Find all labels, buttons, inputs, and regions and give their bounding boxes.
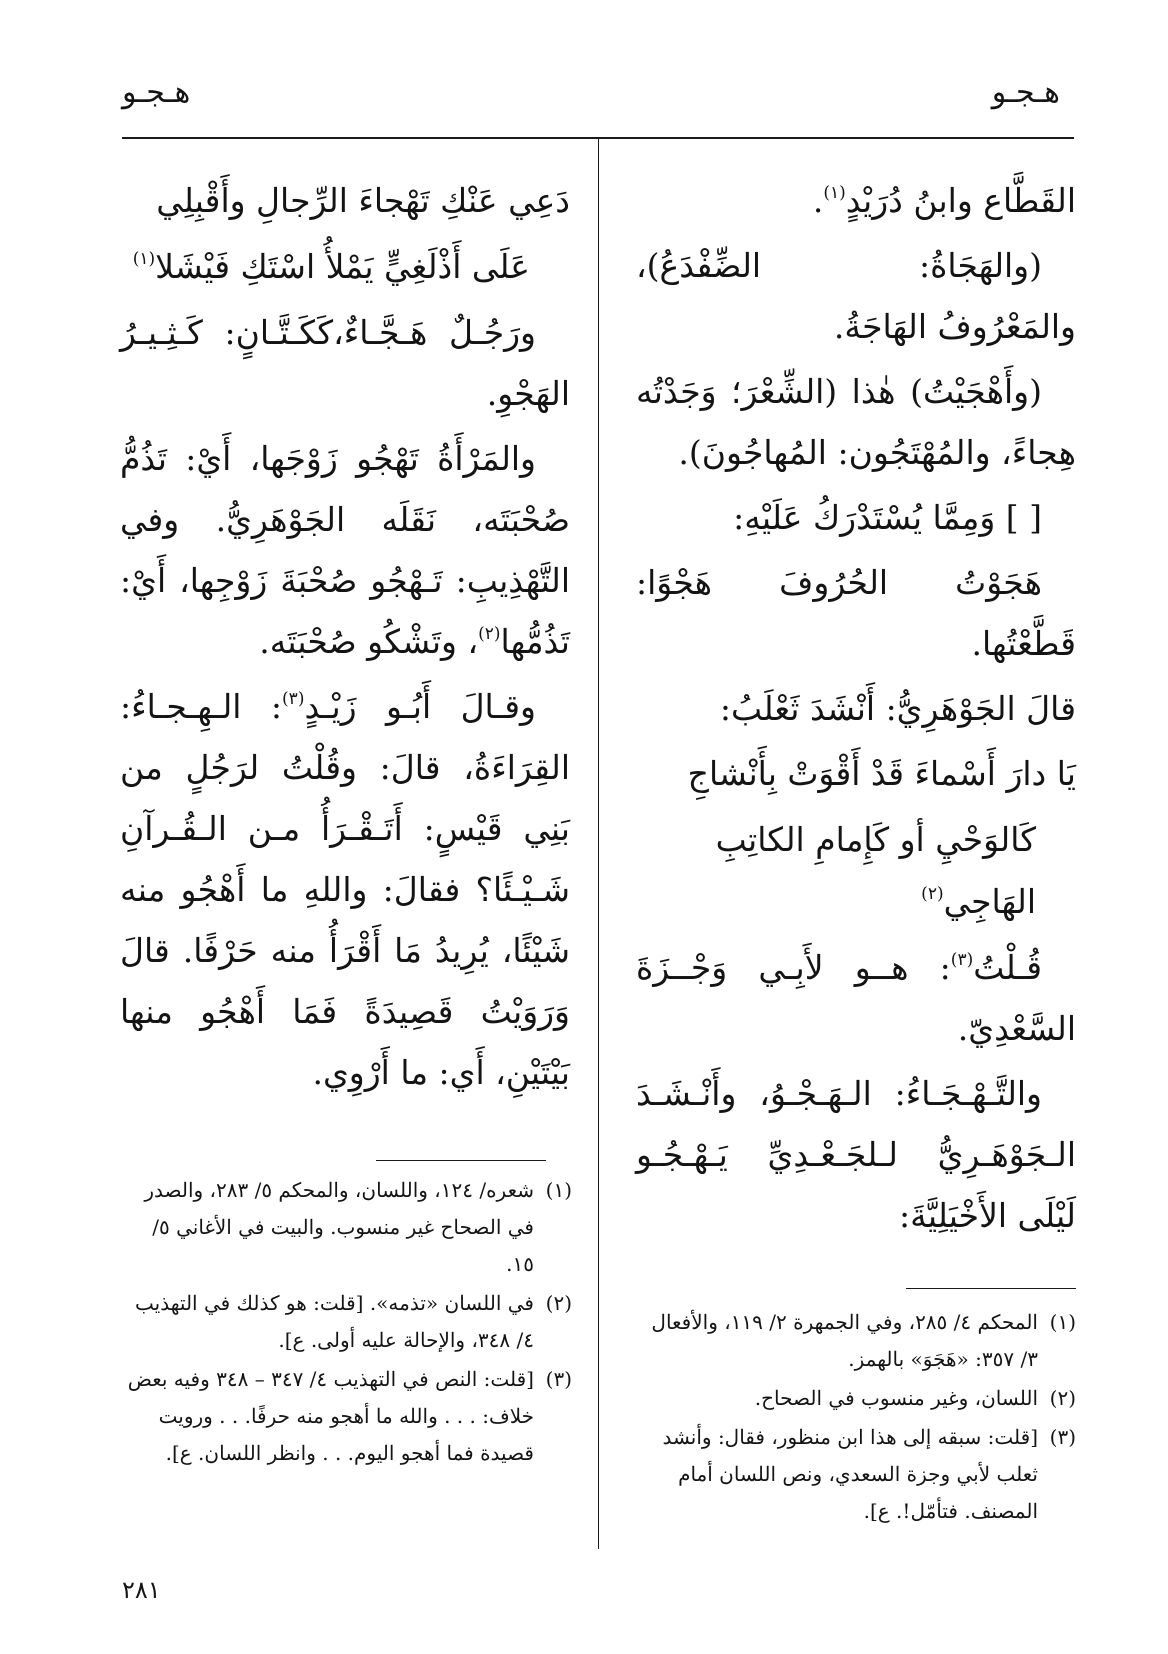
left-column — [120, 170, 570, 1107]
paragraph: وقـالَ أَبُـو زَيْـدٍ$^{(٣)}$: الـهِـجـاءُ: القِرَاءَةُ، قالَ: وقُلْتُ لرَجُلٍ من بَنِي قَيْسٍ: أَتَـقْـرَأُ مـن الـقُـرآنِ شَـيْـئًا؟ فقالَ: واللهِ ما أَهْجُو منه شَيْئًا، يُرِيدُ مَا أَقْرَأُ منه حَرْفًا. قالَ وَرَوَيْتُ قَصِيدَةً فَمَا أَهْجُو منها بَيْتَيْنِ، أَي: ما أَرْوِي. — [120, 687, 570, 1092]
footnote — [636, 1380, 1076, 1417]
footnote — [120, 1285, 572, 1359]
paragraph: والتَّـهْـجَـاءُ: الـهَـجْـوُ، وأَنْـشَـدَ الـجَوْهَـرِيُّ لـلجَـعْـدِيِّ يَـهْـجُـو لَيْلَى الأَخْيَلِيَّةَ: — [636, 1074, 1076, 1235]
paragraph: (والهَجَاةُ: الضِّفْدَعُ)، والمَعْرُوفُ الهَاجَةُ. — [636, 246, 1076, 346]
footnote-marker: (٣) — [950, 950, 974, 970]
footnotes-right — [636, 1304, 1076, 1532]
footnote-text: اللسان، وغير منسوب في الصحاح. — [754, 1386, 1038, 1410]
footnote-marker: (٣) — [282, 689, 305, 709]
section-marker: [ ] وَمِمَّا يُسْتَدْرَكُ عَلَيْهِ: — [733, 498, 1042, 537]
footnote-number: (٣) — [1049, 1425, 1076, 1449]
footnotes-left — [120, 1172, 572, 1474]
footnote-number: (١) — [1049, 1310, 1076, 1334]
paragraph: قالَ الجَوْهَرِيُّ: أَنْشَدَ ثَعْلَبُ: — [719, 689, 1076, 728]
verse-line: عَلَى أَذْلَغِيٍّ يَمْلأُ اسْتَكِ فَيْشَلا$^{(١)}$ — [132, 247, 530, 286]
footnote-marker: (١) — [132, 249, 156, 269]
verse-line: دَعِي عَنْكِ تَهْجاءَ الرِّجالِ وأَقْبِلِي — [156, 181, 570, 220]
running-head-right: هـجـو — [991, 75, 1060, 110]
page-number: ٢٨١ — [122, 1576, 161, 1604]
verse-line: كَالوَحْيِ أو كَإِمامِ الكاتِبِ الهَاجِي$^{(٢)}$ — [715, 820, 1036, 921]
paragraph: قُـلْتُ$^{(٣)}$: هــو لأَبِـي وَجْــزَةَ السَّعْدِيّ. — [636, 948, 1076, 1048]
footnote-text: المحكم ٤/ ٢٨٥، وفي الجمهرة ٢/ ١١٩، والأفعال ٣/ ٣٥٧: «هَجَوَ» بالهمز. — [651, 1310, 1038, 1371]
footnote-text: شعره/ ١٢٤، واللسان، والمحكم ٥/ ٢٨٣، والصدر في الصحاح غير منسوب. والبيت في الأغاني ٥/ ١٥. — [144, 1178, 534, 1276]
footnote-marker: (١) — [823, 183, 846, 203]
footnote-text: [قلت: النص في التهذيب ٤/ ٣٤٧ – ٣٤٨ وفيه بعض خلاف: . . . والله ما أهجو منه حرفًا. . . ورويت قصيدة فما أهجو اليوم. . . وانظر اللسان. ع]. — [127, 1367, 534, 1465]
paragraph: (وأَهْجَيْتُ) هٰذا (الشِّعْرَ؛ وَجَدْتُه هِجاءً، والمُهْتَجُون: المُهاجُونَ). — [636, 372, 1076, 472]
footnote-number: (٣) — [545, 1367, 572, 1391]
footnote — [120, 1172, 572, 1283]
footnote — [120, 1361, 572, 1472]
paragraph: ورَجُـلٌ هَـجَّـاءٌ،كَكَـتَّـانٍ: كَـثِـيـرُ الهَجْوِ. — [120, 313, 570, 413]
verse-line: يَا دارَ أَسْماءَ قَدْ أَقْوَتْ بِأَنْشاجِ — [687, 754, 1076, 793]
footnote-rule — [376, 1160, 546, 1161]
right-column — [636, 170, 1076, 1250]
paragraph: هَجَوْتُ الحُرُوفَ هَجْوًا: قَطَّعْتُها. — [636, 563, 1076, 663]
footnote-rule — [906, 1288, 1076, 1289]
footnote-text: [قلت: سبقه إلى هذا ابن منظور، فقال: وأنشد ثعلب لأبي وجزة السعدي، ونص اللسان أمام المصنف. فتأمّل!. ع]. — [662, 1425, 1038, 1523]
footnote-number: (٢) — [545, 1291, 572, 1315]
paragraph: والمَرْأَةُ تَهْجُو زَوْجَها، أَيْ: تَذُمُّ صُحْبَتَه، نَقَلَه الجَوْهَرِيُّ. وفي التَّهْذِيبِ: تَـهْجُو صُحْبَةَ زَوْجِها، أَيْ: تَذُمُّها$^{(٢)}$، وتَشْكُو صُحْبَتَه. — [120, 439, 570, 661]
running-head-left: هـجـو — [122, 75, 191, 110]
footnote — [636, 1304, 1076, 1378]
footnote-text: في اللسان «تذمه». [قلت: هو كذلك في التهذيب ٤/ ٣٤٨، والإحالة عليه أولى. ع]. — [134, 1291, 534, 1352]
footnote-number: (٢) — [1049, 1386, 1076, 1410]
paragraph: القَطَّاع وابنُ دُرَيْدٍ$^{(١)}$. — [812, 181, 1076, 220]
footnote-marker: (٢) — [478, 624, 501, 644]
column-divider — [598, 139, 599, 1549]
footnote-number: (١) — [545, 1178, 572, 1202]
footnote — [636, 1419, 1076, 1530]
footnote-marker: (٢) — [921, 884, 944, 904]
